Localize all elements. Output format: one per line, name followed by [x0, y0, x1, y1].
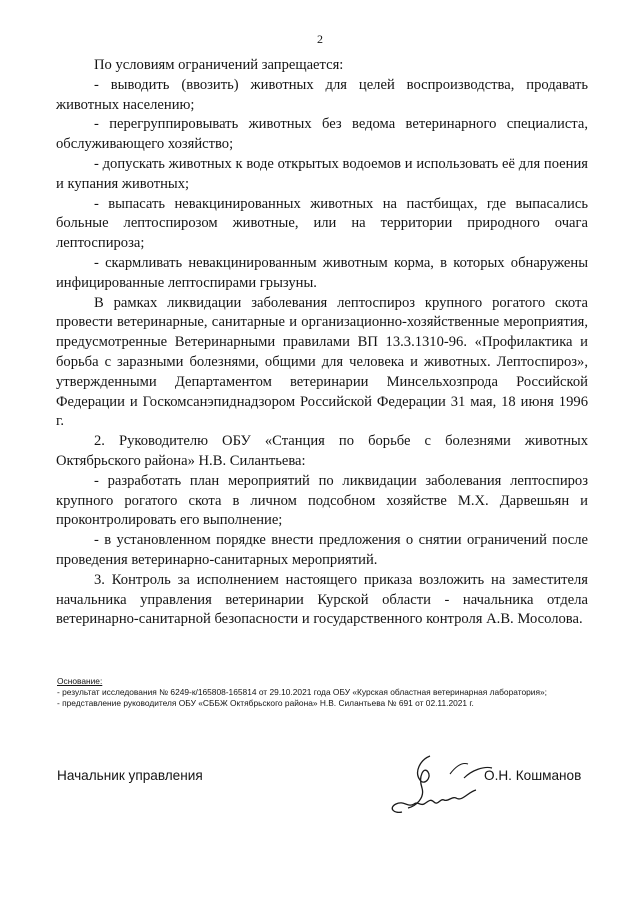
paragraph-item-2-proposal: - в установленном порядке внести предложения о снятии ограничений после проведения ветеринарно-санитарных мероприятий.: [56, 532, 588, 568]
basis-item: - представление руководителя ОБУ «СББЖ Октябрьского района» Н.В. Силантьева № 691 от 02.11.2021 г.: [57, 698, 474, 708]
paragraph-item-2-plan: - разработать план мероприятий по ликвидации заболевания лептоспироз крупного рогатого скота в личном подсобном хозяйстве М.Х. Дарвешьян и проконтролировать его выполнение;: [56, 472, 588, 529]
handwritten-signature: [368, 748, 498, 823]
paragraph-restriction-2: - перегруппировывать животных без ведома ветеринарного специалиста, обслуживающего хозяйство;: [56, 116, 588, 153]
basis-item: - результат исследования № 6249-к/165808-165814 от 29.10.2021 года ОБУ «Курская областная ветеринарная лаборатория»;: [57, 687, 547, 697]
paragraph-restriction-1: - выводить (ввозить) животных для целей воспроизводства, продавать животных населению;: [56, 76, 588, 113]
paragraph-item-2: 2. Руководителю ОБУ «Станция по борьбе с болезнями животных Октябрьского района» Н.В. Силантьева:: [56, 433, 588, 469]
page-number: 2: [317, 32, 323, 46]
paragraph-item-3: 3. Контроль за исполнением настоящего приказа возложить на заместителя начальника управления ветеринарии Курской области - начальника отдела ветеринарно-санитарной безопасности и государственного контроля А.В. Мосолова.: [56, 571, 588, 628]
basis-title: Основание:: [57, 676, 103, 686]
paragraph-liquidation: В рамках ликвидации заболевания лептоспироз крупного рогатого скота провести ветеринарные, санитарные и организационно-хозяйственные мероприятия, предусмотренные Ветеринарными правилами ВП 13.3.1310-96. «Профилактика и борьба с заразными болезнями, общими для человека и животных. Лептоспироз», утвержденными Департаментом ветеринарии Минсельхозпрода Российской Федерации и Госкомсанэпиднадзором Российской Федерации 31 мая, 18 июня 1996 г.: [56, 294, 588, 430]
paragraph-restriction-3: - допускать животных к воде открытых водоемов и использовать её для поения и купания животных;: [56, 155, 588, 192]
paragraph-restriction-4: - выпасать невакцинированных животных на пастбищах, где выпасались больные лептоспирозом животные, или на территории природного очага лептоспироза;: [56, 195, 588, 252]
signatory-position: Начальник управления: [57, 768, 203, 783]
document-body: [56, 56, 588, 630]
signatory-name: О.Н. Кошманов: [484, 768, 582, 783]
paragraph-restriction-5: - скармливать невакцинированным животным корма, в которых обнаружены инфицированные лептоспирами грызуны.: [56, 254, 588, 291]
paragraph-restrictions-intro: По условиям ограничений запрещается:: [94, 57, 344, 73]
basis-section: [57, 676, 617, 709]
